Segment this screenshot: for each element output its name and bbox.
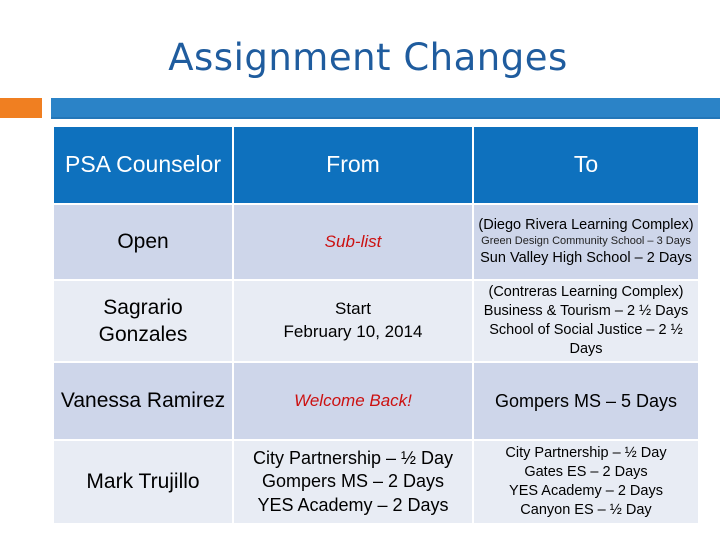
from-cell: Sub-list — [233, 204, 473, 280]
to-line: Canyon ES – ½ Day — [520, 502, 652, 519]
table-row — [53, 204, 699, 280]
table-row — [53, 280, 699, 362]
header-counselor: PSA Counselor — [53, 126, 233, 204]
to-line: School of Social Justice – 2 ½ Days — [489, 322, 683, 358]
to-line: (Contreras Learning Complex) — [488, 283, 684, 300]
table-row — [53, 362, 699, 440]
from-cell: Welcome Back! — [233, 362, 473, 440]
from-line: Gompers MS – 2 Days — [261, 471, 445, 492]
to-line: Business & Tourism – 2 ½ Days — [483, 302, 689, 319]
counselor-cell: Mark Trujillo — [53, 440, 233, 524]
counselor-cell: Vanessa Ramirez — [53, 362, 233, 440]
to-line: Green Design Community School – 3 Days — [481, 235, 691, 248]
header-from: From — [233, 126, 473, 204]
slide-title: Assignment Changes — [168, 36, 568, 79]
assignment-table — [52, 125, 700, 525]
table-row — [53, 440, 699, 524]
from-line: YES Academy – 2 Days — [257, 494, 449, 515]
from-line: February 10, 2014 — [283, 322, 423, 341]
from-cell — [233, 280, 473, 362]
counselor-cell: Sagrario Gonzales — [53, 280, 233, 362]
to-line: City Partnership – ½ Day — [505, 444, 667, 461]
from-line: Start — [335, 299, 371, 319]
from-cell — [233, 440, 473, 524]
to-cell — [473, 280, 699, 362]
to-cell — [473, 440, 699, 524]
header-to: To — [473, 126, 699, 204]
to-line: Sun Valley High School – 2 Days — [480, 249, 692, 266]
to-cell — [473, 204, 699, 280]
to-line: Gates ES – 2 Days — [524, 463, 648, 480]
to-line: YES Academy – 2 Days — [509, 483, 663, 499]
accent-bar-blue-underline — [51, 117, 720, 119]
to-line: (Diego Rivera Learning Complex) — [478, 217, 694, 234]
to-cell: Gompers MS – 5 Days — [473, 362, 699, 440]
from-line: City Partnership – ½ Day — [252, 447, 454, 468]
accent-bar-blue — [51, 98, 720, 118]
accent-bar-orange — [0, 98, 42, 118]
counselor-cell: Open — [53, 204, 233, 280]
table-header-row — [53, 126, 699, 204]
